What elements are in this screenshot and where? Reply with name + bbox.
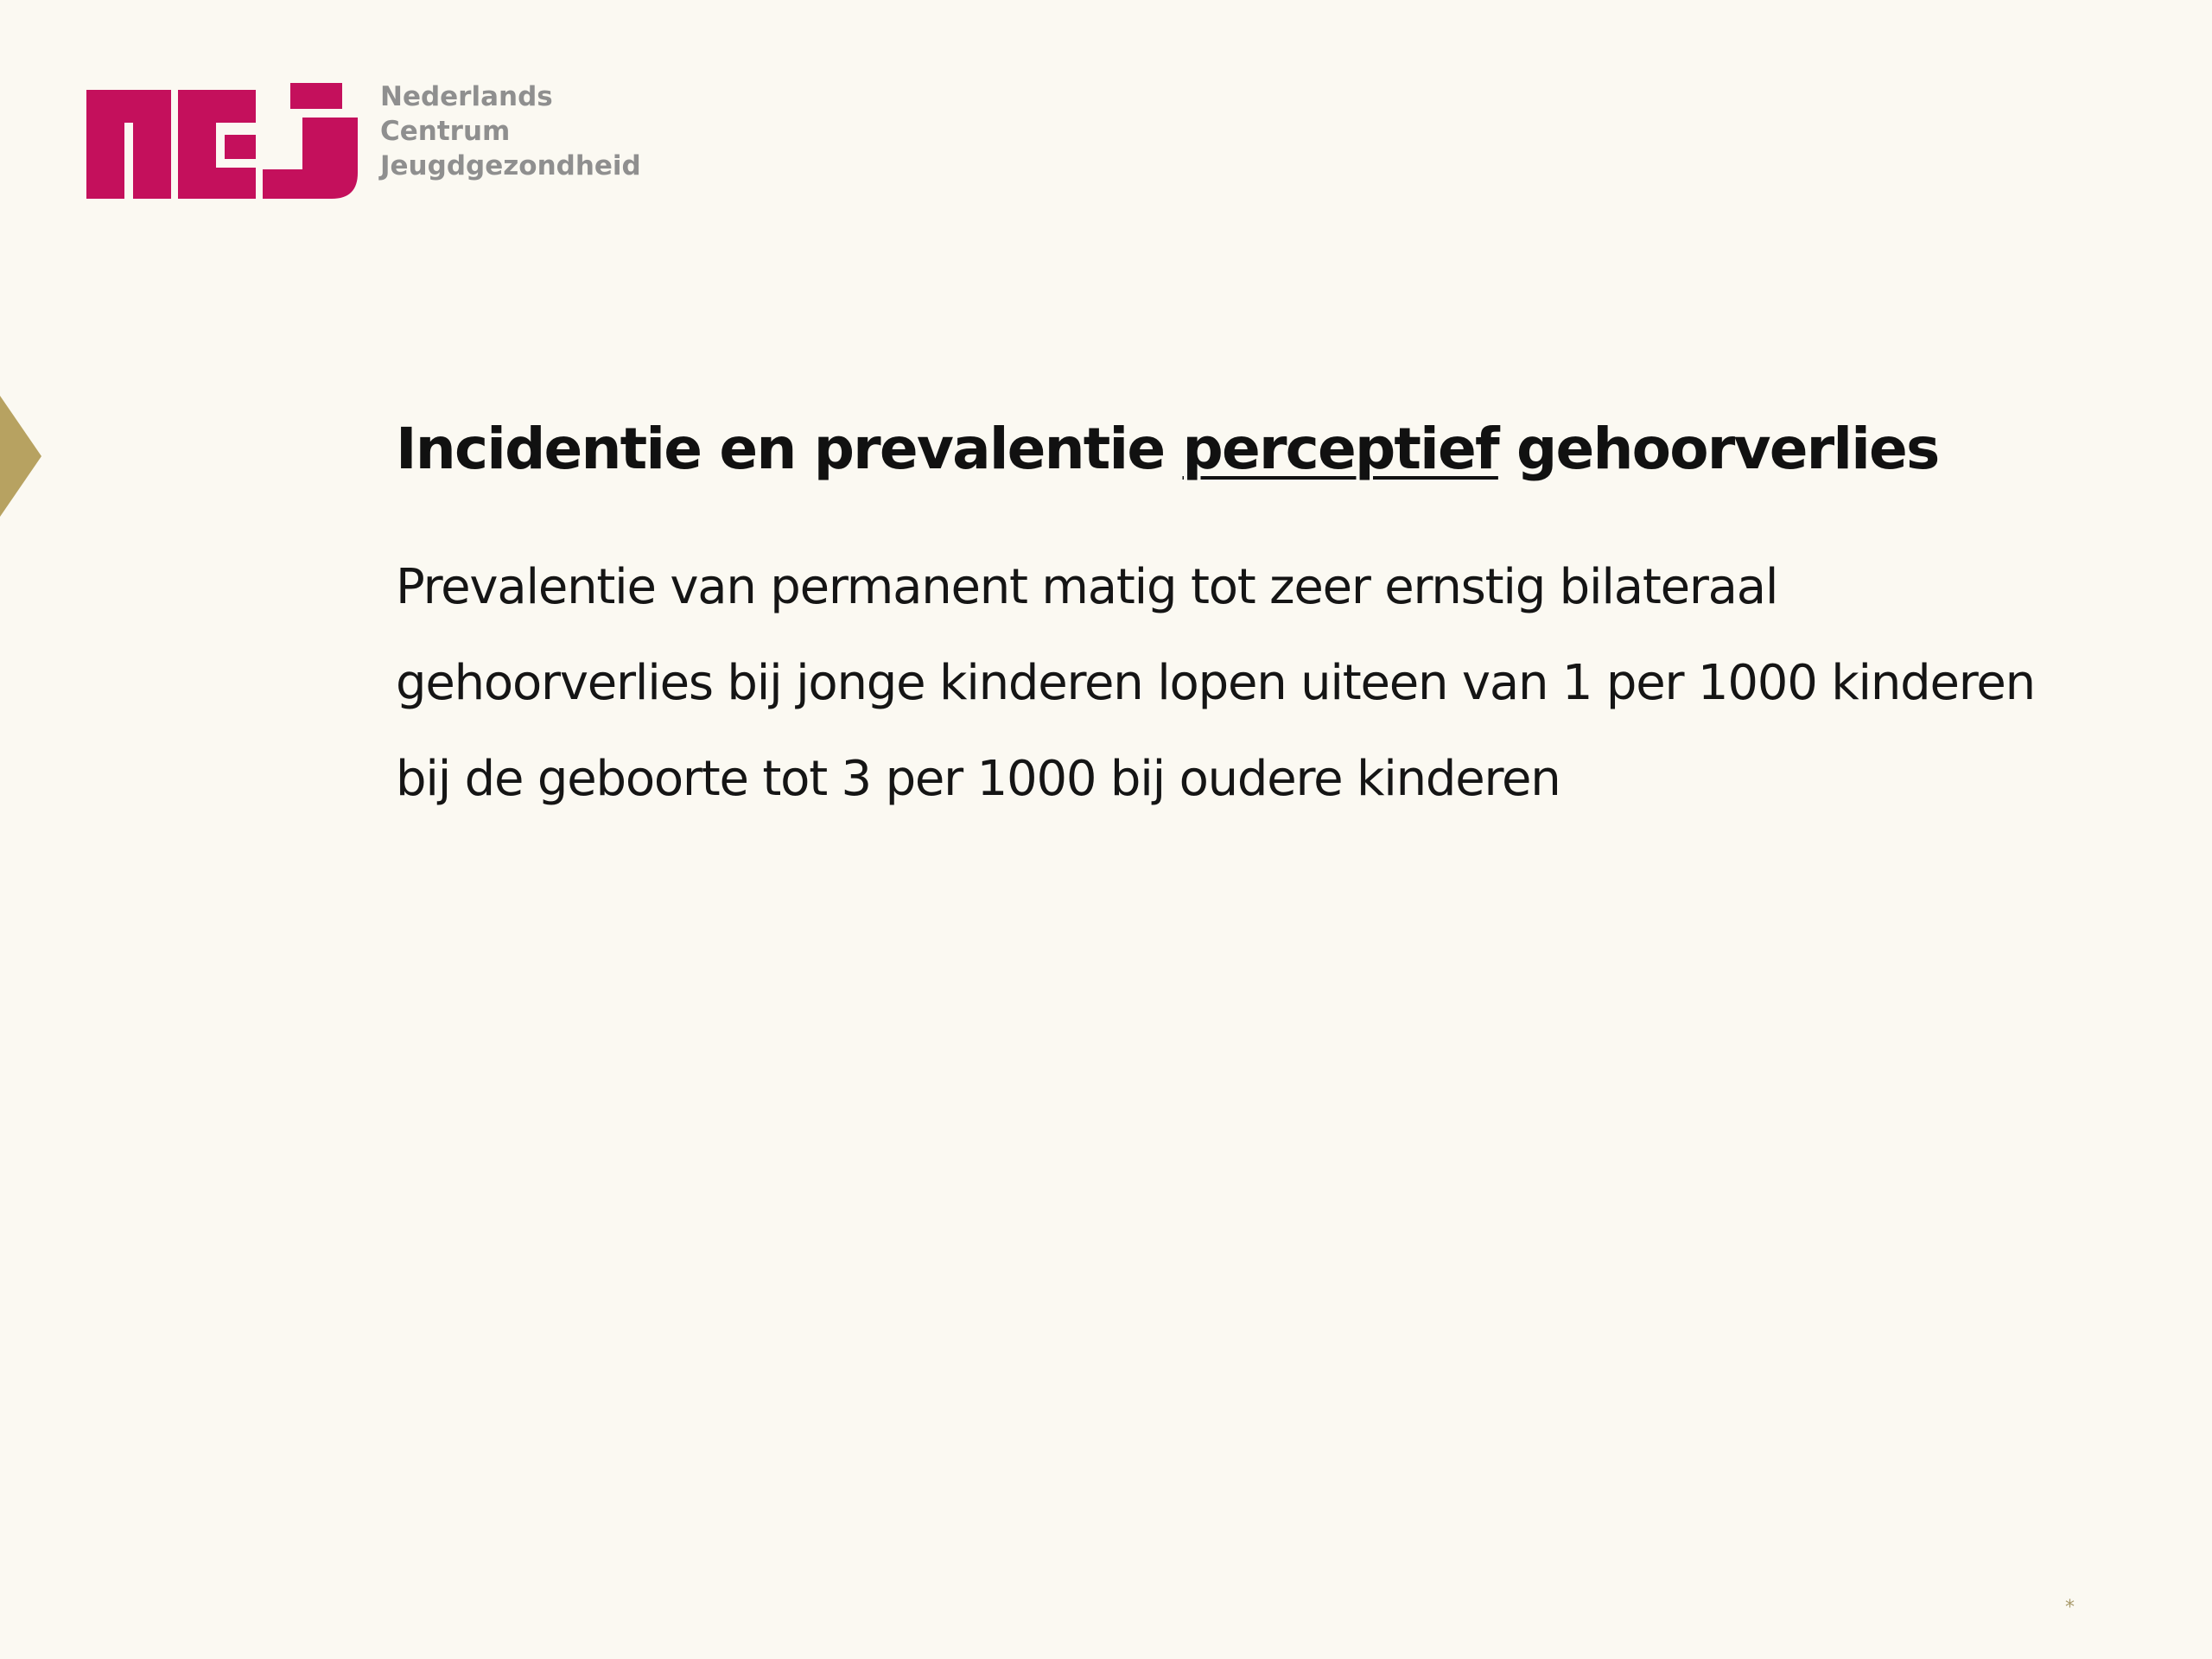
body-line-1: Prevalentie van permanent matig tot zeer ernstig bilateraal xyxy=(396,559,1778,615)
body-line-2: gehoorverlies bij jonge kinderen lopen uiteen van 1 per 1000 kinderen xyxy=(396,655,2035,711)
logo-line-3: Jeugdgezondheid xyxy=(380,150,641,181)
logo-wordmark xyxy=(380,79,641,183)
footer-asterisk: * xyxy=(2065,1597,2075,1618)
title-underlined-word: perceptief xyxy=(1182,416,1498,482)
body-line-3: bij de geboorte tot 3 per 1000 bij oudere kinderen xyxy=(396,751,1560,807)
logo-line-2: Centrum xyxy=(380,116,511,147)
slide-title xyxy=(396,408,1939,491)
logo-line-1: Nederlands xyxy=(380,81,553,112)
ncj-logo xyxy=(85,83,361,204)
title-part-3: gehoorverlies xyxy=(1497,416,1939,482)
slide-body xyxy=(396,539,2133,827)
title-part-1: Incidentie en prevalentie xyxy=(396,416,1183,482)
chevron-arrow-icon xyxy=(0,396,41,517)
